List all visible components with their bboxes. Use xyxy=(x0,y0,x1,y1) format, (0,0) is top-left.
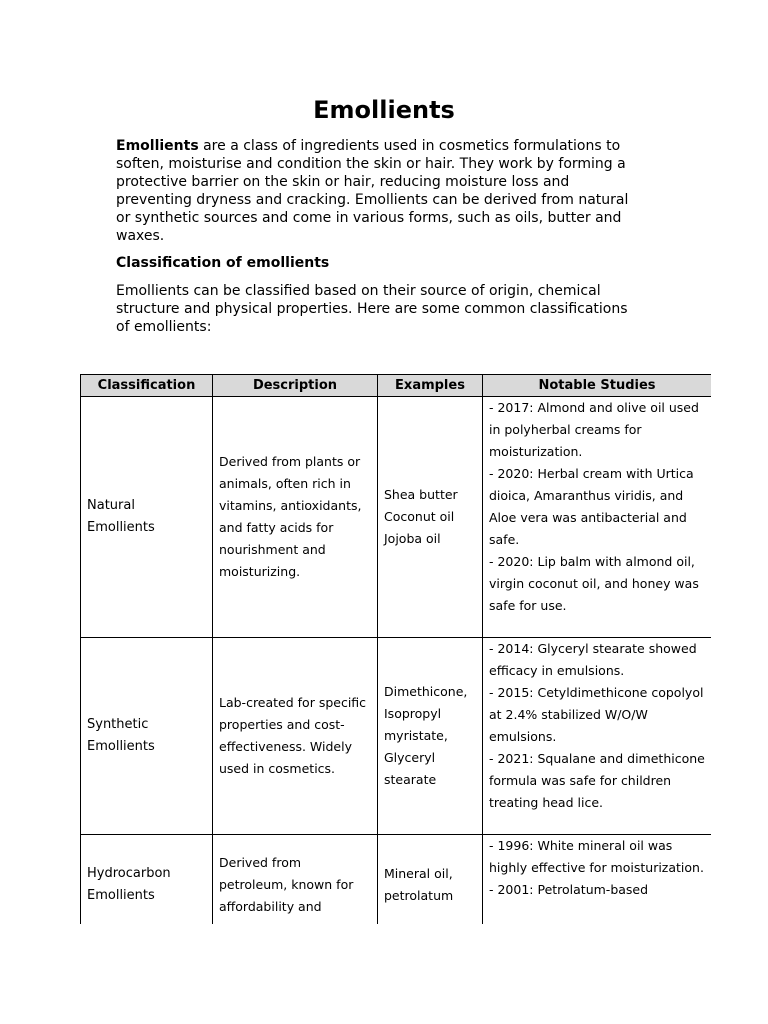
study-item: - 2001: Petrolatum-based xyxy=(489,882,649,897)
examples-cell xyxy=(378,638,483,835)
example-item: Mineral oil, petrolatum xyxy=(384,866,454,903)
study-item: - 2015: Cetyldimethicone copolyol at 2.4% stabilized W/O/W emulsions. xyxy=(489,685,704,744)
classification-cell: Hydrocarbon Emollients xyxy=(81,835,213,925)
section-heading: Classification of emollients xyxy=(116,255,330,271)
classification-paragraph: Emollients can be classified based on their source of origin, chemical structure and physical properties. Here are some common classifications of emollients: xyxy=(116,283,628,335)
header-classification: Classification xyxy=(81,375,213,397)
studies-cell xyxy=(483,835,712,925)
intro-bold-term: Emollients xyxy=(116,138,199,154)
header-description: Description xyxy=(213,375,378,397)
example-item: Dimethicone, Isopropyl myristate, Glyceryl stearate xyxy=(384,684,468,787)
classification-cell: Synthetic Emollients xyxy=(81,638,213,835)
table-header-row xyxy=(81,375,712,397)
study-item: - 1996: White mineral oil was highly effective for moisturization. xyxy=(489,838,704,875)
study-item: - 2017: Almond and olive oil used in polyherbal creams for moisturization. xyxy=(489,400,699,459)
study-item: - 2020: Herbal cream with Urtica dioica, Amaranthus viridis, and Aloe vera was antibacterial and safe. xyxy=(489,466,694,547)
example-item: Jojoba oil xyxy=(384,531,441,546)
description-cell: Derived from plants or animals, often rich in vitamins, antioxidants, and fatty acids for nourishment and moisturizing. xyxy=(213,397,378,638)
study-item: - 2021: Squalane and dimethicone formula was safe for children treating head lice. xyxy=(489,751,705,810)
table-row xyxy=(81,397,712,638)
study-item: - 2020: Lip balm with almond oil, virgin coconut oil, and honey was safe for use. xyxy=(489,554,699,613)
classification-cell: Natural Emollients xyxy=(81,397,213,638)
page-title: Emollients xyxy=(313,96,455,124)
study-item: - 2014: Glyceryl stearate showed efficacy in emulsions. xyxy=(489,641,697,678)
description-cell: Lab-created for specific properties and cost-effectiveness. Widely used in cosmetics. xyxy=(213,638,378,835)
intro-paragraph xyxy=(116,137,644,245)
examples-cell xyxy=(378,835,483,925)
example-item: Coconut oil xyxy=(384,509,455,524)
studies-cell xyxy=(483,397,712,638)
header-notable-studies: Notable Studies xyxy=(483,375,712,397)
header-examples: Examples xyxy=(378,375,483,397)
description-cell: Derived from petroleum, known for affordability and xyxy=(213,835,378,925)
classification-table xyxy=(80,374,711,924)
table-row xyxy=(81,638,712,835)
examples-cell xyxy=(378,397,483,638)
studies-cell xyxy=(483,638,712,835)
example-item: Shea butter xyxy=(384,487,458,502)
table-row xyxy=(81,835,712,925)
classification-table-container xyxy=(80,374,711,924)
intro-text: are a class of ingredients used in cosmetics formulations to soften, moisturise and condition the skin or hair. They work by forming a protective barrier on the skin or hair, reducing moisture loss and preventing dryness and cracking. Emollients can be derived from natural or synthetic sources and come in various forms, such as oils, butter and waxes. xyxy=(116,138,629,244)
